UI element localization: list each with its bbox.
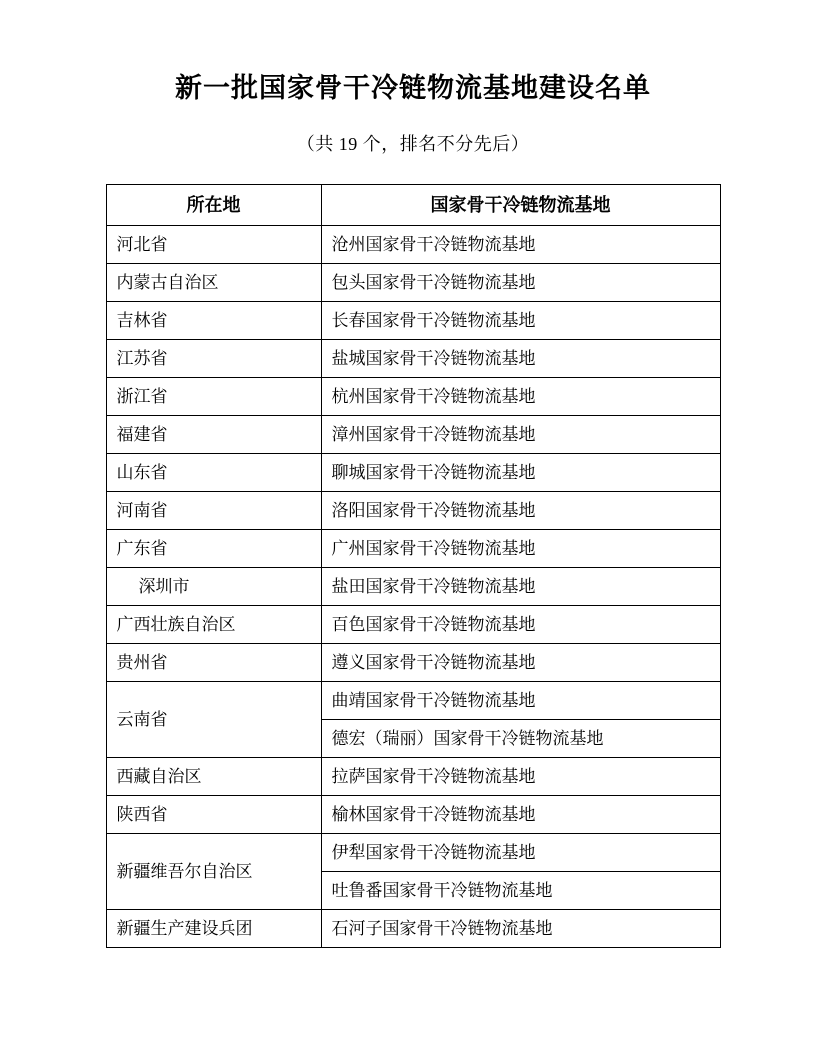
table-row <box>106 606 720 644</box>
cell-location: 陕西省 <box>106 796 321 834</box>
column-header-base: 国家骨干冷链物流基地 <box>321 185 720 226</box>
cell-location: 河南省 <box>106 492 321 530</box>
table-header <box>106 185 720 226</box>
cell-base: 百色国家骨干冷链物流基地 <box>321 606 720 644</box>
table-row <box>106 416 720 454</box>
cell-location: 浙江省 <box>106 378 321 416</box>
table-body <box>106 226 720 948</box>
document-page <box>0 72 826 1063</box>
cell-location: 江苏省 <box>106 340 321 378</box>
table-row <box>106 530 720 568</box>
cell-location: 云南省 <box>106 682 321 758</box>
table-row <box>106 340 720 378</box>
cell-base: 伊犁国家骨干冷链物流基地 <box>321 834 720 872</box>
cell-base: 聊城国家骨干冷链物流基地 <box>321 454 720 492</box>
cell-location: 内蒙古自治区 <box>106 264 321 302</box>
table-header-row <box>106 185 720 226</box>
cell-base: 吐鲁番国家骨干冷链物流基地 <box>321 872 720 910</box>
cell-location: 新疆生产建设兵团 <box>106 910 321 948</box>
table-row <box>106 758 720 796</box>
cell-location: 福建省 <box>106 416 321 454</box>
cell-base: 遵义国家骨干冷链物流基地 <box>321 644 720 682</box>
cell-base: 沧州国家骨干冷链物流基地 <box>321 226 720 264</box>
table-row <box>106 796 720 834</box>
table-row <box>106 226 720 264</box>
table-row <box>106 302 720 340</box>
cell-base: 拉萨国家骨干冷链物流基地 <box>321 758 720 796</box>
cell-location: 吉林省 <box>106 302 321 340</box>
cell-location: 山东省 <box>106 454 321 492</box>
cell-base: 包头国家骨干冷链物流基地 <box>321 264 720 302</box>
table-row <box>106 454 720 492</box>
cell-base: 盐城国家骨干冷链物流基地 <box>321 340 720 378</box>
cold-chain-base-table <box>106 184 721 948</box>
cell-location: 新疆维吾尔自治区 <box>106 834 321 910</box>
cell-location: 河北省 <box>106 226 321 264</box>
table-row <box>106 378 720 416</box>
table-row <box>106 910 720 948</box>
page-subtitle: （共 19 个，排名不分先后） <box>296 134 530 155</box>
table-container <box>0 184 826 948</box>
table-row <box>106 264 720 302</box>
cell-base: 漳州国家骨干冷链物流基地 <box>321 416 720 454</box>
cell-location: 广东省 <box>106 530 321 568</box>
page-title: 新一批国家骨干冷链物流基地建设名单 <box>175 73 651 103</box>
cell-base: 石河子国家骨干冷链物流基地 <box>321 910 720 948</box>
cell-base: 洛阳国家骨干冷链物流基地 <box>321 492 720 530</box>
table-row <box>106 568 720 606</box>
cell-base: 盐田国家骨干冷链物流基地 <box>321 568 720 606</box>
cell-location: 贵州省 <box>106 644 321 682</box>
table-row <box>106 834 720 872</box>
cell-base: 长春国家骨干冷链物流基地 <box>321 302 720 340</box>
table-row <box>106 644 720 682</box>
cell-location: 深圳市 <box>106 568 321 606</box>
table-row <box>106 492 720 530</box>
column-header-location: 所在地 <box>106 185 321 226</box>
cell-base: 曲靖国家骨干冷链物流基地 <box>321 682 720 720</box>
cell-base: 德宏（瑞丽）国家骨干冷链物流基地 <box>321 720 720 758</box>
cell-base: 杭州国家骨干冷链物流基地 <box>321 378 720 416</box>
cell-base: 榆林国家骨干冷链物流基地 <box>321 796 720 834</box>
cell-location: 西藏自治区 <box>106 758 321 796</box>
cell-base: 广州国家骨干冷链物流基地 <box>321 530 720 568</box>
cell-location: 广西壮族自治区 <box>106 606 321 644</box>
table-row <box>106 682 720 720</box>
